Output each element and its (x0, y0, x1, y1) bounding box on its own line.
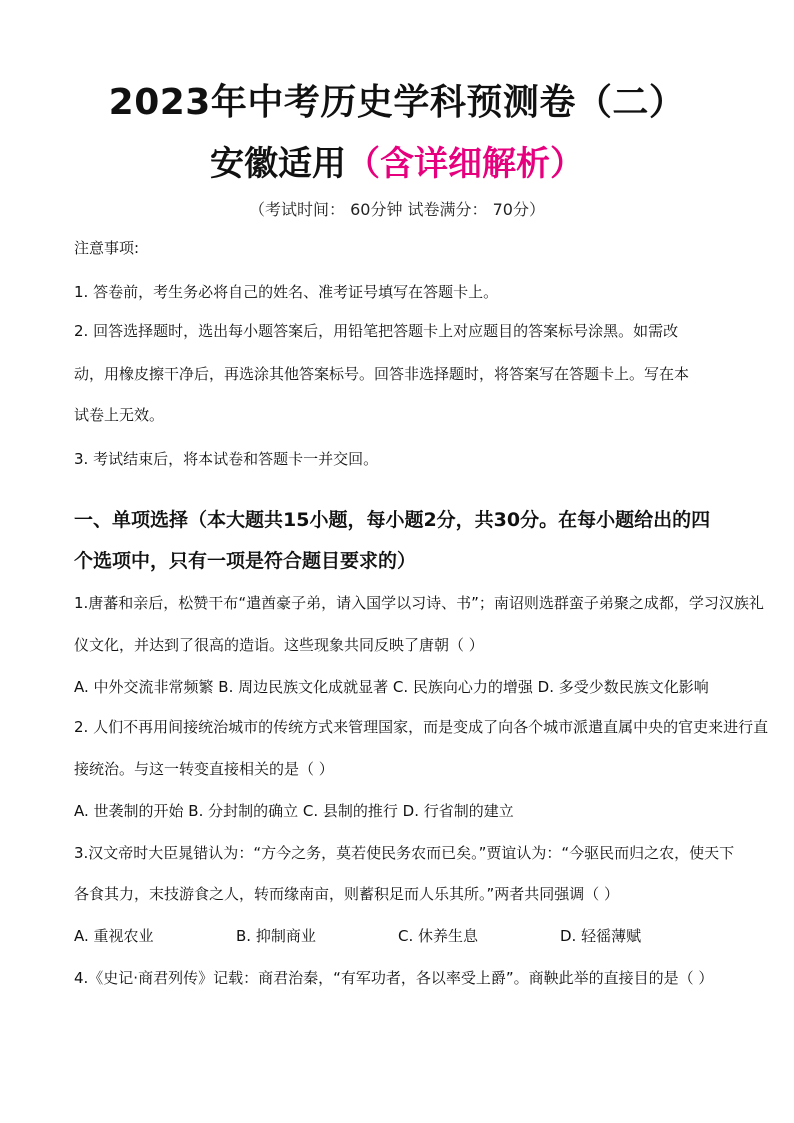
question-3-options (74, 926, 722, 946)
section-heading-line-1: 一、单项选择（本大题共15小题，每小题2分，共30分。在每小题给出的四 (74, 509, 711, 531)
subtitle-highlight: （含详细解析） (346, 144, 584, 184)
note-item-3: 3. 考试结束后，将本试卷和答题卡一并交回。 (74, 450, 379, 468)
question-2-line-2: 接统治。与这一转变直接相关的是（ ） (74, 760, 334, 778)
question-4-line-1: 4.《史记·商君列传》记载：商君治秦，“有军功者，各以率受上爵”。商鞅此举的直接目的是（ ） (74, 969, 714, 987)
question-3-line-1: 3.汉文帝时大臣晁错认为：“方今之务，莫若使民务农而已矣。”贾谊认为：“今驱民而归之农，使天下 (74, 844, 735, 862)
section-heading-line-2: 个选项中，只有一项是符合题目要求的） (74, 550, 417, 572)
question-3-line-2: 各食其力，末技游食之人，转而缘南亩，则蓄积足而人乐其所。”两者共同强调（ ） (74, 885, 620, 903)
note-item-1: 1. 答卷前，考生务必将自己的姓名、准考证号填写在答题卡上。 (74, 283, 499, 301)
question-3-option-c: C. 休养生息 (398, 927, 479, 945)
exam-info: （考试时间： 60分钟 试卷满分： 70分） (249, 200, 545, 219)
subtitle-main: 安徽适用 (210, 144, 346, 184)
question-3-option-a: A. 重视农业 (74, 927, 154, 945)
note-item-2-line-3: 试卷上无效。 (74, 406, 165, 424)
notes-heading: 注意事项: (74, 239, 140, 257)
question-2-line-1: 2. 人们不再用间接统治城市的传统方式来管理国家，而是变成了向各个城市派遣直属中央的官吏来进行直 (74, 718, 769, 736)
note-item-2-line-2: 动，用橡皮擦干净后，再选涂其他答案标号。回答非选择题时，将答案写在答题卡上。写在本 (74, 365, 690, 383)
question-1-line-2: 仪文化，并达到了很高的造诣。这些现象共同反映了唐朝（ ） (74, 636, 484, 654)
page-subtitle (0, 136, 794, 185)
question-1-line-1: 1.唐蕃和亲后，松赞干布“遣酋豪子弟，请入国学以习诗、书”；南诏则选群蛮子弟聚之成都，学习汉族礼 (74, 594, 764, 612)
note-item-2-line-1: 2. 回答选择题时，选出每小题答案后，用铅笔把答题卡上对应题目的答案标号涂黑。如需改 (74, 322, 679, 340)
question-3-option-b: B. 抑制商业 (236, 927, 316, 945)
page-title: 2023年中考历史学科预测卷（二） (108, 82, 686, 123)
question-1-options: A. 中外交流非常频繁 B. 周边民族文化成就显著 C. 民族向心力的增强 D. 多受少数民族文化影响 (74, 678, 709, 696)
question-3-option-d: D. 轻徭薄赋 (560, 927, 642, 945)
question-2-options: A. 世袭制的开始 B. 分封制的确立 C. 县制的推行 D. 行省制的建立 (74, 802, 514, 820)
